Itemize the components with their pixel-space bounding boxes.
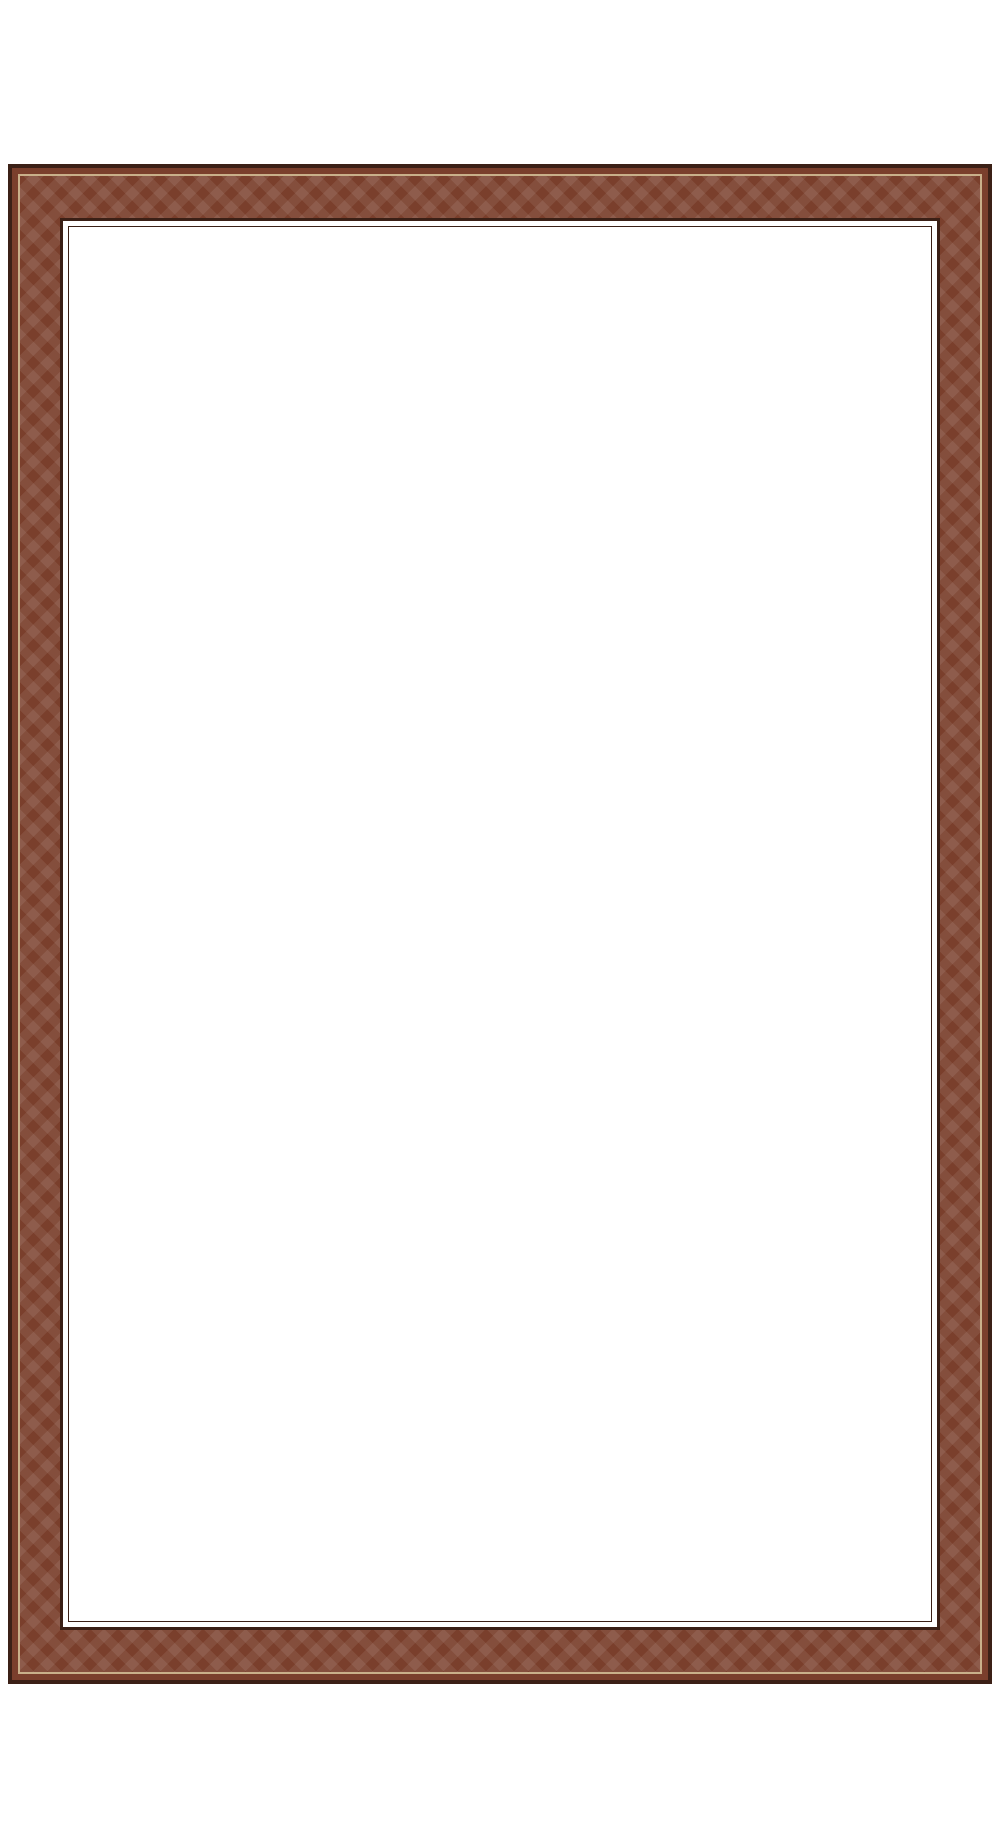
- quran-text: [78, 232, 922, 1616]
- page-header: [22, 88, 978, 148]
